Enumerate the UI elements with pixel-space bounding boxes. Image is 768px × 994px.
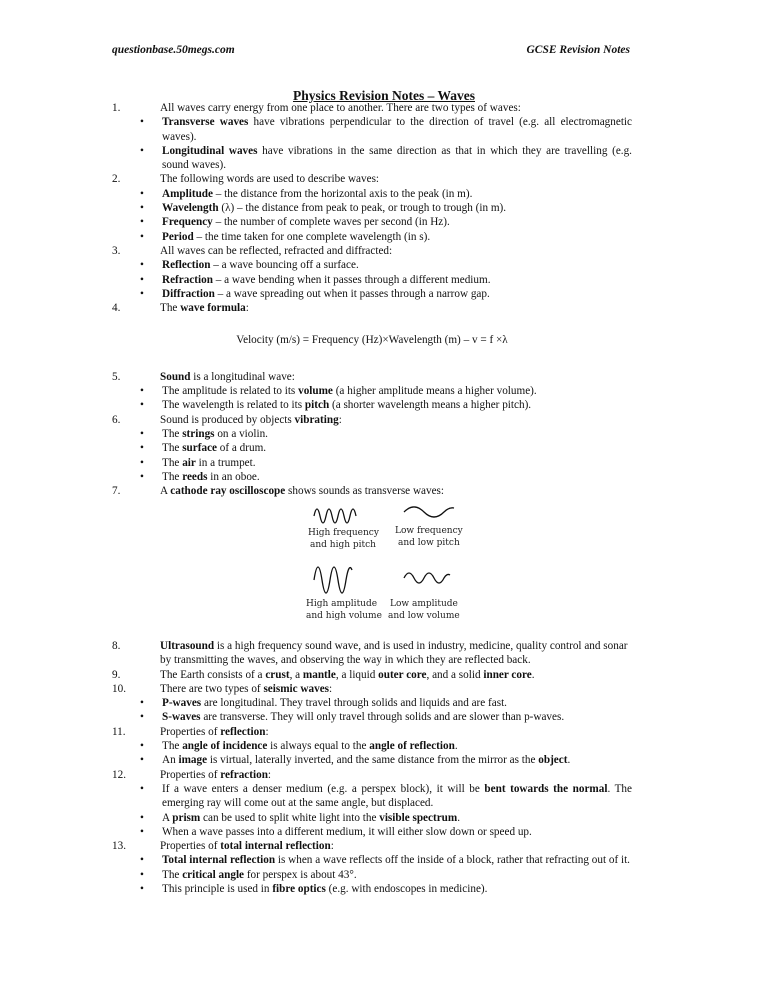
bullet-icon: •: [140, 811, 144, 824]
list-item: 10. There are two types of seismic waves: • P-waves are longitudinal. They travel through solids and liquids and are fast. • S-waves are transverse. They will only travel through solids and are slower than p-waves.: [112, 682, 632, 725]
list-item: 7. A cathode ray oscilloscope shows sounds as transverse waves:: [112, 485, 445, 498]
item-number: 13.: [112, 840, 126, 853]
sub-bullet: • Transverse waves have vibrations perpendicular to the direction of travel (e.g. all electromagnetic waves).: [140, 116, 632, 143]
sub-bullet: • The strings on a violin.: [140, 427, 268, 440]
sub-bullet: • The air in a trumpet.: [140, 456, 256, 469]
item-number: 1.: [112, 102, 121, 114]
sub-bullet: • The amplitude is related to its volume (a higher amplitude means a higher volume).: [140, 385, 537, 398]
list-item: 11. Properties of reflection: • The angle of incidence is always equal to the angle of reflection. • An image is virtual, laterally inverted, and the same distance from the mirror as the object.: [112, 725, 632, 768]
list-item: 2. The following words are used to describe waves: • Amplitude – the distance from the horizontal axis to the peak (in m). • Wavelength (λ) – the distance from peak to peak, or trough to trough (in m). • Frequency – the number of complete waves per second (in Hz). • Period – the time taken for one complete wavelength (in s).: [112, 172, 632, 243]
sub-bullet: • The wavelength is related to its pitch (a shorter wavelength means a higher pitch).: [140, 399, 532, 412]
sub-bullet: • P-waves are longitudinal. They travel through solids and liquids and are fast.: [140, 697, 507, 710]
item-number: 10.: [112, 682, 126, 695]
sub-bullet: • The surface of a drum.: [140, 442, 267, 455]
oscilloscope-illustration: [300, 498, 470, 624]
sub-bullet: • Longitudinal waves have vibrations in the same direction as that in which they are travelling (e.g. sound waves).: [140, 144, 632, 172]
item-number: 3.: [112, 244, 121, 257]
caption-high-amplitude-2: and high volume: [306, 611, 382, 621]
bullet-icon: •: [140, 470, 144, 483]
bullet-icon: •: [140, 202, 144, 215]
high-frequency-wave: [314, 509, 356, 523]
caption-low-frequency-1: Low frequency: [395, 526, 463, 536]
caption-high-frequency-2: and high pitch: [310, 540, 376, 550]
sub-bullet: • Total internal reflection is when a wave reflects off the inside of a block, rather that refracting out of it.: [140, 854, 630, 867]
sub-bullet: • This principle is used in fibre optics (e.g. with endoscopes in medicine).: [140, 883, 488, 896]
bullet-icon: •: [140, 854, 144, 867]
list-item: 1. All waves carry energy from one place to another. There are two types of waves: • Transverse waves have vibrations perpendicular to the direction of travel (e.g. all electromagnetic waves). • Longitudinal waves have vibrations in the same direction as that in which they are travelling (e.g. sound waves).: [112, 102, 632, 172]
sub-bullet: • S-waves are transverse. They will only travel through solids and are slower than p-waves.: [140, 711, 565, 724]
wave-formula: Velocity (m/s) = Frequency (Hz)×Wavelength (m) – v = f ×λ: [236, 334, 508, 347]
item-number: 12.: [112, 768, 126, 781]
bullet-icon: •: [140, 399, 144, 412]
sub-bullet: • The critical angle for perspex is about 43°.: [140, 868, 357, 881]
list-item: 4. The wave formula:: [112, 302, 249, 315]
sub-bullet: • Refraction – a wave bending when it passes through a different medium.: [140, 273, 491, 286]
caption-low-frequency-2: and low pitch: [398, 538, 460, 548]
item-number: 2.: [112, 173, 121, 186]
sub-bullet: • When a wave passes into a different medium, it will either slow down or speed up.: [140, 825, 532, 838]
notes-block-top: [112, 101, 632, 498]
bullet-icon: •: [140, 868, 144, 881]
sub-bullet: • The angle of incidence is always equal to the angle of reflection.: [140, 740, 458, 753]
bullet-icon: •: [140, 782, 144, 795]
bullet-icon: •: [140, 740, 144, 753]
bullet-icon: •: [140, 825, 144, 838]
bullet-icon: •: [140, 754, 144, 767]
bullet-icon: •: [140, 216, 144, 229]
caption-high-amplitude-1: High amplitude: [306, 599, 378, 609]
sub-bullet: • Amplitude – the distance from the horizontal axis to the peak (in m).: [140, 187, 473, 200]
bullet-icon: •: [140, 427, 144, 440]
high-amplitude-wave: [314, 567, 352, 593]
item-number: 6.: [112, 413, 121, 426]
item-number: 11.: [112, 725, 126, 738]
page-title: Physics Revision Notes – Waves: [292, 88, 475, 103]
bullet-icon: •: [140, 187, 144, 200]
bullet-icon: •: [140, 144, 144, 157]
bullet-icon: •: [140, 385, 144, 398]
bullet-icon: •: [140, 711, 144, 724]
sub-bullet: • An image is virtual, laterally inverted, and the same distance from the mirror as the object.: [140, 754, 571, 767]
sub-bullet: • Frequency – the number of complete waves per second (in Hz).: [140, 216, 450, 229]
sub-bullet: • The reeds in an oboe.: [140, 470, 260, 483]
sub-bullet: • Wavelength (λ) – the distance from peak to peak, or trough to trough (in m).: [140, 202, 507, 215]
bullet-icon: •: [140, 116, 144, 129]
bullet-icon: •: [140, 883, 144, 896]
low-amplitude-wave: [404, 573, 450, 583]
low-frequency-wave: [404, 507, 454, 517]
item-number: 5.: [112, 370, 121, 383]
caption-low-amplitude-2: and low volume: [388, 611, 460, 621]
list-item: 8. Ultrasound is a high frequency sound wave, and is used in industry, medicine, quality control and sonar by transmitting the waves, and observing the way in which they are reflected back.: [112, 640, 628, 667]
header-site: questionbase.50megs.com: [112, 44, 235, 56]
header-subject: GCSE Revision Notes: [526, 44, 630, 56]
sub-bullet: • Period – the time taken for one complete wavelength (in s).: [140, 230, 431, 243]
list-item: 12. Properties of refraction: • If a wave enters a denser medium (e.g. a perspex block), it will be bent towards the normal. The emerging ray will come out at the same angle, but displaced. • A prism can be used to split white light into the visible spectrum. • When a wave passes into a different medium, it will either slow down or speed up.: [112, 768, 632, 838]
caption-high-frequency-1: High frequency: [308, 528, 379, 538]
notes-block-bottom: [112, 639, 632, 896]
list-item: 13. Properties of total internal reflection: • Total internal reflection is when a wave reflects off the inside of a block, rather that refracting out of it. • The critical angle for perspex is about 43°. • This principle is used in fibre optics (e.g. with endoscopes in medicine).: [112, 839, 632, 896]
sub-bullet: • A prism can be used to split white light into the visible spectrum.: [140, 811, 461, 824]
bullet-icon: •: [140, 697, 144, 710]
caption-low-amplitude-1: Low amplitude: [390, 599, 458, 609]
list-item: 6. Sound is produced by objects vibrating: • The strings on a violin. • The surface of a drum. • The air in a trumpet. • The reeds in an oboe.: [112, 413, 632, 484]
list-item: 5. Sound is a longitudinal wave: • The amplitude is related to its volume (a higher amplitude means a higher volume). • The wavelength is related to its pitch (a shorter wavelength means a higher pitch).: [112, 370, 632, 413]
bullet-icon: •: [140, 442, 144, 455]
bullet-icon: •: [140, 456, 144, 469]
bullet-icon: •: [140, 259, 144, 272]
sub-bullet: • Diffraction – a wave spreading out when it passes through a narrow gap.: [140, 287, 490, 300]
sub-bullet: • Reflection – a wave bouncing off a surface.: [140, 259, 359, 272]
list-item: 9. The Earth consists of a crust, a mantle, a liquid outer core, and a solid inner core.: [112, 668, 535, 681]
item-number: 9.: [112, 668, 121, 681]
item-number: 4.: [112, 302, 121, 315]
bullet-icon: •: [140, 230, 144, 243]
bullet-icon: •: [140, 287, 144, 300]
item-number: 7.: [112, 485, 121, 498]
list-item: 3. All waves can be reflected, refracted and diffracted: • Reflection – a wave bouncing off a surface. • Refraction – a wave bending when it passes through a different medium. • Diffraction – a wave spreading out when it passes through a narrow gap.: [112, 244, 632, 301]
sub-bullet: • If a wave enters a denser medium (e.g. a perspex block), it will be bent towards the normal. The emerging ray will come out at the same angle, but displaced.: [140, 782, 632, 810]
item-number: 8.: [112, 640, 121, 652]
bullet-icon: •: [140, 273, 144, 286]
